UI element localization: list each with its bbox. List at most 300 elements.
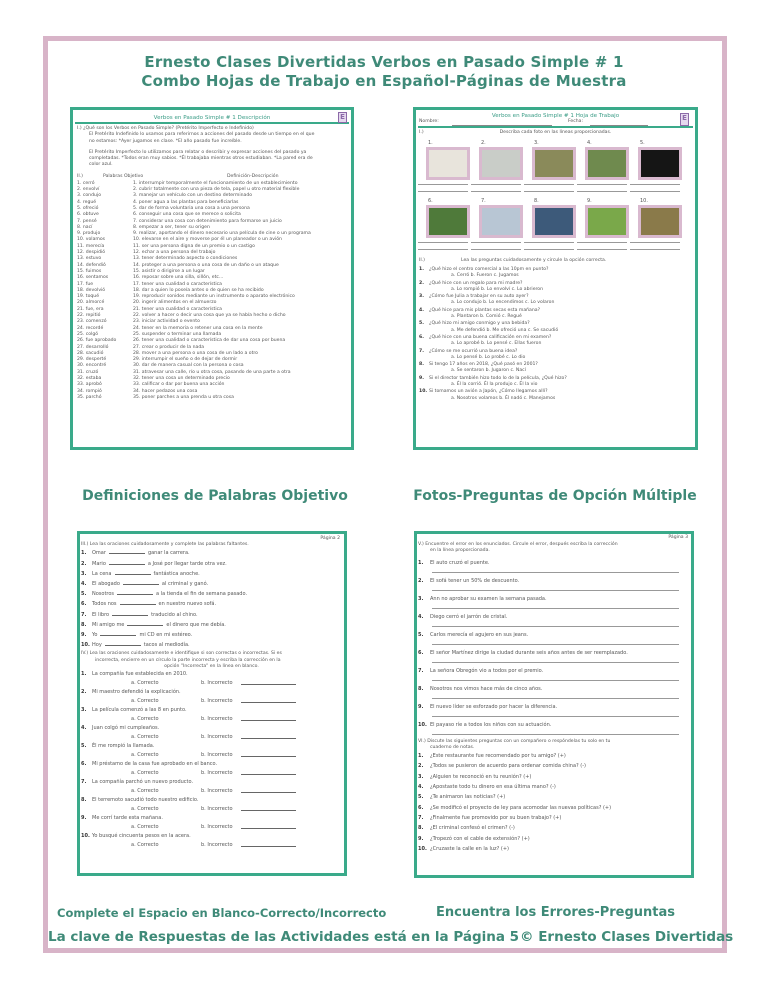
correction-field[interactable] [241,788,296,793]
para2-line: El Pretérito Imperfecto lo utilizamos para relatar o describir y expresar acciones del pasado ya [89,149,307,155]
ci-options [81,751,342,760]
item-number: 5. [418,794,424,801]
answer-line[interactable] [577,242,627,243]
definition-item: 7. considerar una cosa con detenimiento para formarse un juicio [133,218,282,224]
blank-field[interactable] [100,631,136,636]
option-correct[interactable]: a. Correcto [131,734,159,741]
answer-options[interactable]: a. Lo condujo b. Lo encendimos c. Lo volaron [451,300,555,306]
definition-item: 16. reposar sobre una silla, sillón, etc... [133,275,224,281]
item-sentence: La compañía parchó un nuevo producto. [92,779,194,786]
item-number: 2. [418,763,424,770]
item-number: 4. [81,725,87,732]
item-number: 1. [81,550,87,557]
blank-field[interactable] [105,641,141,646]
photo-thumbnail [479,205,523,238]
answer-line[interactable] [577,249,627,250]
photo-number: 6. [428,198,433,204]
definition-item: 23. iniciar actividad o evento [133,319,200,325]
target-word: 33. aprobó [77,382,102,388]
blank-field[interactable] [127,621,163,626]
item-prefix: Mi amigo me [92,621,125,628]
target-word: 31. cruzó [77,369,99,375]
ci-item [81,814,342,823]
option-correct[interactable]: a. Correcto [131,698,159,705]
item-suffix: en nuestro nuevo sofá. [158,601,217,608]
error-item [418,721,689,729]
answer-line[interactable] [471,242,521,243]
section-vi-instruction: VI.) Discute las siguientes preguntas con un compañero o respóndelas tu solo en tu [418,738,611,744]
photo-number: 8. [534,198,539,204]
ci-item [81,796,342,805]
target-word: 23. comenzó [77,319,107,325]
correction-line[interactable] [432,626,679,627]
photo-number: 1. [428,140,433,146]
correction-field[interactable] [241,806,296,811]
option-correct[interactable]: a. Correcto [131,752,159,759]
photo-thumbnail [585,147,629,180]
fecha-field[interactable] [590,125,648,126]
left-section-title: Definiciones de Palabras Objetivo [82,488,348,504]
item-number: 7. [81,779,87,786]
answer-line[interactable] [418,249,468,250]
target-word: 5. ofreció [77,205,99,211]
error-item [418,703,689,711]
error-item [418,613,689,621]
right-section-title: Fotos-Preguntas de Opción Múltiple [413,488,697,504]
item-number: 1. [418,559,424,566]
ci-item [81,832,342,841]
option-correct[interactable]: a. Correcto [131,824,159,831]
nombre-label: Nombre: [419,119,439,124]
answer-options[interactable]: a. Lo pensé b. Lo probé c. Lo dio [451,354,526,360]
question-number: 9. [419,375,424,381]
answer-options[interactable]: a. Nosotros volamos b. Él nadó c. Manejamos [451,395,556,401]
item-sentence: Me corrí tarde esta mañana. [92,815,163,822]
discussion-item [418,751,689,761]
fill-in-item [81,548,342,558]
item-number: 8. [418,685,424,692]
answer-line[interactable] [524,191,574,192]
option-correct[interactable]: a. Correcto [131,842,159,849]
section-ii-label: II.) [77,173,83,179]
answer-options[interactable]: a. Me defendió b. Me ofreció una c. Se sacudió [451,327,559,333]
target-word: 14. defendió [77,262,106,268]
correction-field[interactable] [241,680,296,685]
correction-line[interactable] [432,734,679,735]
photo-thumbnail [585,205,629,238]
discussion-item [418,813,689,823]
item-suffix: el dinero que me debía. [166,621,226,628]
target-word: 6. obtuve [77,212,99,218]
correction-field[interactable] [241,770,296,775]
answer-line[interactable] [524,242,574,243]
item-number: 5. [81,591,87,598]
target-word: 17. fue [77,281,94,287]
question-text: ¿Cómo fue Julia a trabajar en su auto ayer? [429,294,529,300]
option-incorrect[interactable]: b. Incorrecto [201,788,233,795]
item-sentence: La película comenzó a las 8 en punto. [92,707,187,714]
item-number: 5. [81,743,87,750]
item-question: ¿Este restaurante fue recomendado por tu amigo? (+) [430,753,566,760]
option-incorrect[interactable]: b. Incorrecto [201,716,233,723]
item-question: ¿Alguien te reconoció en tu reunión? (+) [430,773,532,780]
photo-thumbnail [638,205,682,238]
option-incorrect[interactable]: b. Incorrecto [201,806,233,813]
correction-line[interactable] [432,644,679,645]
definition-item: 13. tener determinado aspecto o condiciones [133,256,238,262]
error-item [418,577,689,585]
item-sentence: Ann no aprobar su examen la semana pasada. [430,595,547,602]
item-number: 5. [418,631,424,638]
worksheet-title: Verbos en Pasado Simple # 1 Hoja de Trabajo [491,113,620,119]
item-suffix: a José por llegar tarde otra vez. [147,560,227,567]
option-incorrect[interactable]: b. Incorrecto [201,698,233,705]
target-word: 2. envolví [77,187,100,193]
correction-line[interactable] [432,716,679,717]
question-text: ¿Qué hizo mi amigo conmigo y una bebida? [429,321,530,327]
item-number: 6. [418,804,424,811]
item-number: 6. [81,601,87,608]
definition-item: 10. elevarse en el aire y moverse por él un planeador o un avión [133,237,282,243]
nombre-field[interactable] [452,125,552,126]
discussion-item [418,803,689,813]
item-prefix: Mario [92,560,106,567]
definitions-list [133,181,311,401]
error-item [418,667,689,675]
definition-item: 30. dar de manera casual con la persona o cosa [133,363,244,369]
question-number: 5. [419,321,424,327]
correction-field[interactable] [241,716,296,721]
photo-image [429,208,467,235]
item-number: 6. [81,761,87,768]
item-number: 9. [81,815,87,822]
photo-number: 3. [534,140,539,146]
option-correct[interactable]: a. Correcto [131,770,159,777]
item-sentence: Mi maestro defendió la explicación. [92,689,181,696]
item-prefix: La cena [92,570,112,577]
item-sentence: El auto cruzó el puente. [430,559,490,566]
correction-line[interactable] [432,590,679,591]
target-word: 28. sacudió [77,350,104,356]
item-prefix: Hoy [92,642,102,649]
left-caption: Complete el Espacio en Blanco-Correcto/Incorrecto [57,906,387,920]
answer-line[interactable] [418,184,468,185]
definition-item: 12. echar a una persona del trabajo [133,250,216,256]
item-sentence: Juan colgó mi cumpleaños. [92,725,160,732]
fill-in-item [81,579,342,589]
page2-label: Página 2 [320,536,340,541]
fill-in-item [81,620,342,630]
item-prefix: Nosotros [92,591,115,598]
section-iv-instruction: IV.) Lea las oraciones cuidadosamente e identifique si son correctas o incorrectas. Si es [81,651,282,657]
fill-in-blank-items [81,548,342,650]
target-word: 13. estuvo [77,256,102,262]
answer-line[interactable] [577,184,627,185]
definition-item: 24. tener en la memoria o retener una cosa en la mente [133,325,263,331]
target-word: 35. parchó [77,394,102,400]
para2-line: color azul. [89,162,113,168]
definition-item: 34. hacer pedazos una cosa [133,388,198,394]
blank-field[interactable] [115,570,151,575]
error-item [418,631,689,639]
target-word: 10. volamos [77,237,106,243]
ci-options [81,787,342,796]
item-prefix: Omar [92,550,106,557]
question-text: ¿Qué hice para mis plantas secas esta mañana? [429,307,541,313]
section-v-instruction: en la línea proporcionada. [430,548,490,554]
option-incorrect[interactable]: b. Incorrecto [201,770,233,777]
target-word: 9. produjo [77,231,101,237]
photo-number: 5. [640,140,645,146]
definition-item: 19. reproducir sonidos mediante un instrumento o aparato electrónico [133,294,295,300]
definition-item: 18. dar a quien lo poseía antes o de quien se ha recibido [133,287,264,293]
item-number: 3. [418,595,424,602]
item-number: 3. [81,570,87,577]
question-text: ¿Qué hice con un regalo para mi madre? [429,280,523,286]
target-words-list [77,181,137,401]
section-iv-instruction: incorrecta, encierre en un círculo la parte incorrecta y escriba la corrección en la [95,657,281,663]
photo-image [482,150,520,177]
item-sentence: El terremoto sacudió todo nuestro edificio. [92,797,199,804]
option-incorrect[interactable]: b. Incorrecto [201,824,233,831]
item-sentence: Yo busqué cincuenta pesos en la acera. [92,833,191,840]
item-number: 10. [81,833,90,840]
item-number: 8. [418,825,424,832]
answer-line[interactable] [418,191,468,192]
answer-line[interactable] [524,184,574,185]
answer-line[interactable] [471,191,521,192]
option-correct[interactable]: a. Correcto [131,788,159,795]
item-sentence: Carlos merecía el agujero en sus jeans. [430,631,529,638]
para2-line: completadas. *Todos eran muy sabios. *Él trabajaba mientras otros estudiaban. *La pared era de [89,156,313,162]
correction-line[interactable] [432,572,679,573]
item-number: 1. [81,671,87,678]
photo-thumbnail [532,205,576,238]
item-suffix: tacos al mediodía. [143,642,190,649]
option-correct[interactable]: a. Correcto [131,806,159,813]
item-prefix: Todos nos [92,601,117,608]
item-number: 8. [81,797,87,804]
option-correct[interactable]: a. Correcto [131,680,159,687]
correction-field[interactable] [241,824,296,829]
answer-line[interactable] [630,249,680,250]
item-question: ¿Tropezó con el cable de extensión? (+) [430,835,530,842]
answer-options[interactable]: a. Se sentaron b. Jugaron c. Nací [451,368,526,374]
item-prefix: El abogado [92,580,120,587]
discussion-item [418,772,689,782]
question-number: 7. [419,348,424,354]
item-number: 4. [81,580,87,587]
target-word: 11. merecía [77,243,105,249]
correction-field[interactable] [241,842,296,847]
option-incorrect[interactable]: b. Incorrecto [201,752,233,759]
target-word: 34. rompió [77,388,102,394]
answer-line[interactable] [630,191,680,192]
definition-item: 1. interrumpir temporalmente el funcionamiento de un establecimiento [133,180,298,186]
para1-line: El Pretérito Indefinido lo usamos para referirnos a acciones del pasado desde un tiempo en el que [89,132,315,138]
correction-line[interactable] [432,698,679,699]
item-number: 4. [418,613,424,620]
definition-item: 2. cubrir totalmente con una pieza de tela, papel u otro material flexible [133,187,300,193]
target-word: 30. encontré [77,363,107,369]
correction-field[interactable] [241,698,296,703]
correction-field[interactable] [241,734,296,739]
question-number: 4. [419,307,424,313]
definition-item: 4. poner agua a las plantas para beneficiarlas [133,199,239,205]
target-word: 26. fue aprobado [77,338,117,344]
answer-options[interactable]: a. Él la corrió. Él la produjo c. Él la vio [451,382,538,388]
definition-item: 33. calificar o dar por buena una acción [133,382,225,388]
ci-item [81,688,342,697]
blank-field[interactable] [112,611,148,616]
definition-item: 21. tener una cualidad o característica [133,306,222,312]
correction-line[interactable] [432,662,679,663]
question-text: Si el director también hizo todo lo de la película, ¿Qué hizo? [429,375,567,381]
photo-image [482,208,520,235]
item-number: 1. [418,753,424,760]
discussion-item [418,834,689,844]
item-number: 9. [81,631,87,638]
item-sentence: Diego cerró el jarrón de cristal. [430,613,508,620]
question-number: 6. [419,334,424,340]
answer-options[interactable]: a. Lo aprobé b. Lo pensé c. Ellas fueron [451,341,542,347]
ci-options [81,679,342,688]
answer-key-note: La clave de Respuestas de las Actividades está en la Página 5 [48,929,520,945]
worksheet-page-preview [413,107,698,450]
item-number: 2. [418,577,424,584]
question-text: ¿Qué hice con una buena calificación en mi examen? [429,334,552,340]
item-number: 4. [418,784,424,791]
definition-item: 27. crear o producir de la nada [133,344,205,350]
section-vi-instruction: cuaderno de notas. [430,744,475,750]
definition-item: 3. manejar un vehículo con un destino determinado [133,193,253,199]
para1-line: no estamos: *Ayer jugamos en clase. *El año pasado fue increíble. [89,138,242,144]
blank-field[interactable] [120,600,156,605]
answer-options[interactable]: a. Lo rompió b. Lo envolví c. Lo abrieron [451,286,544,292]
target-word: 25. colgó [77,331,99,337]
definitions-column-header: Definición-Descripción [227,173,279,179]
ci-item [81,670,342,679]
discussion-item [418,844,689,854]
item-number: 7. [418,814,424,821]
section-ii-label: II.) [419,258,425,263]
ci-item [81,724,342,733]
photo-image [535,208,573,235]
question-text: ¿Qué hizo el centro comercial a las 10pm en punto? [429,267,549,272]
logo-icon: E [680,113,689,126]
section-i-instruction: Describa cada foto en las líneas proporcionadas. [499,130,612,135]
photo-image [588,150,626,177]
option-incorrect[interactable]: b. Incorrecto [201,680,233,687]
target-word: 15. fuimos [77,268,102,274]
photo-thumbnail [426,205,470,238]
photo-number: 9. [587,198,592,204]
answer-line[interactable] [471,249,521,250]
words-column-header: Palabras Objetivo [103,173,144,179]
error-item [418,685,689,693]
target-word: 3. condujo [77,193,102,199]
blank-field[interactable] [123,580,159,585]
target-word: 4. regué [77,199,97,205]
page3-label: Página 3 [668,535,688,540]
item-sentence: Él me rompió la llamada. [92,743,155,750]
answer-options[interactable]: a. Plantaron b. Comió c. Regué [451,314,522,320]
definition-item: 11. ser una persona digna de un premio o un castigo [133,243,255,249]
item-suffix: a la tienda el fin de semana pasado. [156,591,248,598]
target-word: 16. sentamos [77,275,109,281]
correction-line[interactable] [432,680,679,681]
option-incorrect[interactable]: b. Incorrecto [201,842,233,849]
item-sentence: El nuevo líder se esforzado por hacer la diferencia. [430,703,558,710]
answer-line[interactable] [577,191,627,192]
multiple-choice-questions [419,267,692,402]
fill-in-item [81,630,342,640]
definition-item: 31. atravesar una calle, río u otra cosa, pasando de una parte a otra [133,369,291,375]
main-title-line1: Ernesto Clases Divertidas Verbos en Pasado Simple # 1 [144,53,624,71]
copyright: © Ernesto Clases Divertidas [520,929,734,945]
target-word: 32. estaba [77,375,102,381]
item-sentence: La señora Obregón vio a todos por el premio. [430,667,544,674]
ci-options [81,697,342,706]
target-word: 8. nací [77,224,93,230]
question-number: 1. [419,267,424,272]
blank-field[interactable] [109,549,145,554]
photo-number: 4. [587,140,592,146]
photo-image [641,150,679,177]
photo-thumbnail [479,147,523,180]
answer-line[interactable] [418,242,468,243]
blank-field[interactable] [109,560,145,565]
item-number: 10. [418,845,427,852]
section-ii-header [419,258,692,266]
definition-item: 26. tener una cualidad o característica de dar una cosa por buena [133,338,286,344]
blank-field[interactable] [117,590,153,595]
fill-in-item [81,589,342,599]
answer-line[interactable] [630,242,680,243]
page2-preview [77,531,347,876]
fill-in-item [81,610,342,620]
section-ii-header [77,174,347,181]
answer-options[interactable]: a. Cerró b. Fueron c. Jugamos [451,273,519,279]
item-number: 8. [81,621,87,628]
discussion-questions [418,751,689,854]
definition-item: 28. mover a una persona o una cosa de un lado a otro [133,350,258,356]
option-incorrect[interactable]: b. Incorrecto [201,734,233,741]
answer-line[interactable] [471,184,521,185]
ci-options [81,841,342,850]
correction-line[interactable] [432,608,679,609]
correction-field[interactable] [241,752,296,757]
item-question: ¿Todos se pusieron de acuerdo para ordenar comida china? (-) [430,763,586,770]
definition-item: 15. asistir o dirigirse a un lugar [133,268,205,274]
ci-options [81,715,342,724]
answer-line[interactable] [630,184,680,185]
photo-image [641,208,679,235]
item-sentence: Mi préstamo de la casa fue aprobado en el banco. [92,761,218,768]
item-sentence: El señor Martínez dirige la ciudad durante seis años antes de ser reemplazado. [430,649,628,656]
option-correct[interactable]: a. Correcto [131,716,159,723]
answer-line[interactable] [524,249,574,250]
definition-item: 14. proteger a una persona o una cosa de un daño o un ataque [133,262,279,268]
item-question: ¿El criminal confesó el crimen? (-) [430,825,515,832]
definition-item: 29. interrumpir el sueño o de dejar de dormir [133,357,238,363]
section-i-heading: I.) ¿Qué son los Verbos en Pasado Simple? (Pretérito Imperfecto e Indefinido) [77,126,254,131]
item-question: ¿Se modificó el proyecto de ley para acomodar las nuevas políticas? (+) [430,804,612,811]
target-word: 24. recordé [77,325,104,331]
photo-number: 7. [481,198,486,204]
item-number: 3. [81,707,87,714]
item-prefix: Yo [92,631,98,638]
